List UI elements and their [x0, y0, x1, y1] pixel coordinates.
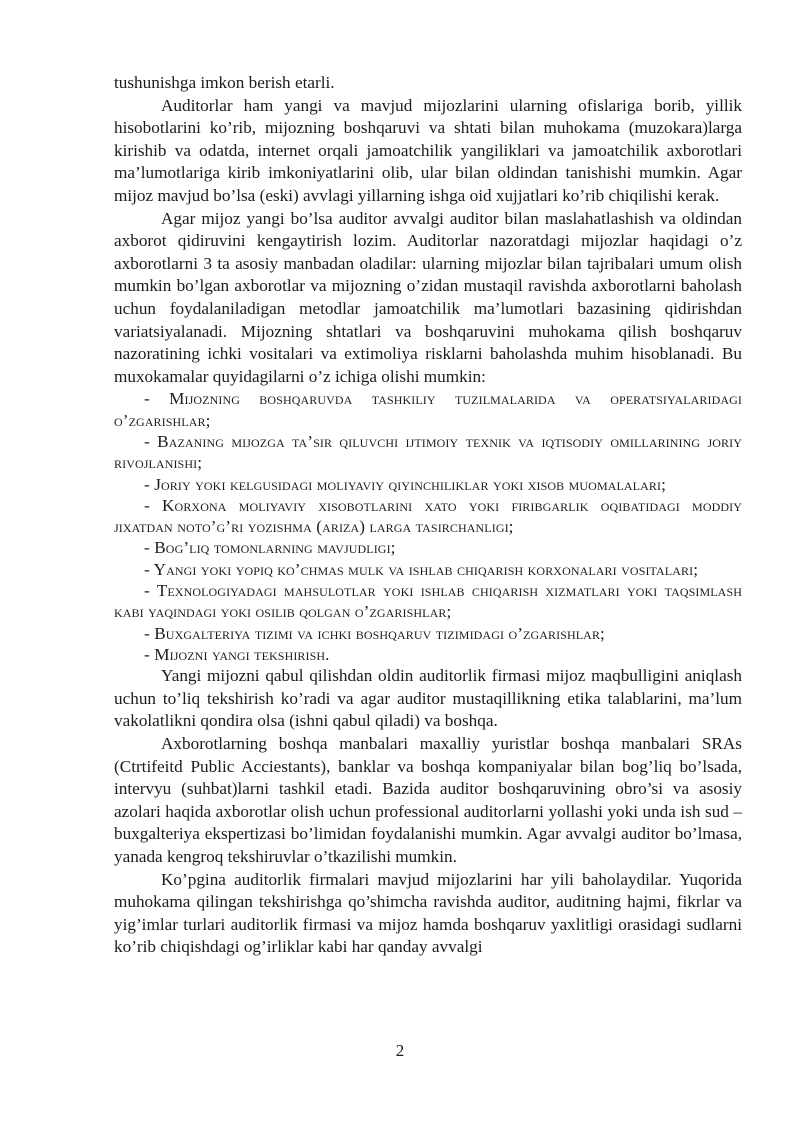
- bullet-list: [114, 388, 742, 665]
- paragraph: Agar mijoz yangi bo’lsa auditor avvalgi auditor bilan maslahatlashish va oldindan axborot qidiruvini kengaytirish lozim. Auditorlar nazoratdagi mijozlar haqidagi o’z axborotlarni 3 ta asosiy manbadan oladilar: ularning mijozlar bilan tajribalari umum olish mumkin bo’lgan axborotlar va mijozning o’zidan mustaqil ravishda axborotlarni baholash uchun foydalaniladigan metodlar jamoatchilik ma’lumotlari bazasining qidirishdan variatsiyalanadi. Mijozning shtatlari va boshqaruvini muhokama qilish boshqaruv nazoratining ichki vositalari va extimoliya risklarni baholashda muhim hisoblanadi. Bu muxokamalar quyidagilarni o’z ichiga olishi mumkin:: [114, 208, 742, 386]
- paragraph: Ko’pgina auditorlik firmalari mavjud mijozlarini har yili baholaydilar. Yuqorida muhokama qilingan tekshirishga qo’shimcha ravishda auditor, auditning hajmi, fikrlar va yig’imlar turlari auditorlik firmasi va mijoz hamda boshqaruv yaxlitligi orasidagi sudlarni ko’rib chiqishdagi og’irliklar kabi har qanday avvalgi: [114, 869, 742, 957]
- list-item: [114, 644, 742, 665]
- list-item-text: Mijozni yangi tekshirish.: [154, 644, 330, 664]
- dash-marker: -: [144, 559, 150, 579]
- list-item: [114, 623, 742, 644]
- list-item-text: Yangi yoki yopiq ko’chmas mulk va ishlab chiqarish korxonalari vositalari;: [153, 559, 699, 579]
- list-item-text: Korxona moliyaviy xisobotlarini xato yoki firibgarlik oqibatidagi moddiy jixatdan noto’g’ri yozishma (ariza) larga tasirchanligi;: [114, 495, 742, 537]
- paragraph: Axborotlarning boshqa manbalari maxalliy yuristlar boshqa manbalari SRAs (Ctrtifeitd Public Acciestants), banklar va boshqa kompaniyalar bilan bog’liq bo’lsada, intervyu (suhbat)larni tashkil etadi. Bazida auditor boshqaruvining obro’si va asosiy azolari haqida axborotlar olish uchun professional auditorlarni yollashi yoki unda ish sud – buxgalteriya ekspertizasi bo’limidan foydalanishi mumkin. Agar avvalgi auditor bo’lmasa, yanada kengroq tekshiruvlar o’tkazilishi mumkin.: [114, 733, 742, 866]
- page-number: 2: [395, 1041, 405, 1060]
- dash-marker: -: [144, 623, 150, 643]
- dash-marker: -: [144, 474, 150, 494]
- opening-line: tushunishga imkon berish etarli.: [114, 73, 335, 92]
- list-item: [114, 537, 742, 558]
- list-item: [114, 388, 742, 431]
- dash-marker: -: [144, 431, 150, 451]
- dash-marker: -: [144, 644, 150, 664]
- dash-marker: -: [144, 580, 150, 600]
- list-item-text: Texnologiyadagi mahsulotlar yoki ishlab chiqarish xizmatlari yoki taqsimlash kabi yaqindagi yoki osilib qolgan o’zgarishlar;: [114, 580, 742, 622]
- list-item: [114, 580, 742, 623]
- list-item: [114, 431, 742, 474]
- list-item-text: Bog’liq tomonlarning mavjudligi;: [154, 538, 396, 558]
- list-item-text: Buxgalteriya tizimi va ichki boshqaruv tizimidagi o’zgarishlar;: [154, 623, 605, 643]
- dash-marker: -: [144, 538, 150, 558]
- list-item: [114, 495, 742, 538]
- list-item: [114, 559, 742, 580]
- paragraph: Auditorlar ham yangi va mavjud mijozlarini ularning ofislariga borib, yillik hisobotlarini ko’rib, mijozning boshqaruvi va shtati bilan muhokama (muzokara)larga kirishib va odatda, internet orqali jamoatchilik yangiliklari va jamoatchilik axborotlari ma’lumotlariga kirib imkoniyatlarini olib, ular bilan oldindan tanishishi mumkin. Agar mijoz mavjud bo’lsa (eski) avvlagi yillarning ishga oid xujjatlari ko’rib chiqilishi kerak.: [114, 95, 742, 205]
- list-item: [114, 474, 742, 495]
- list-item-text: Bazaning mijozga ta’sir qiluvchi ijtimoiy texnik va iqtisodiy omillarining joriy rivojlanishi;: [114, 431, 742, 473]
- list-item-text: Joriy yoki kelgusidagi moliyaviy qiyinchiliklar yoki xisob muomalalari;: [154, 474, 666, 494]
- dash-marker: -: [144, 495, 150, 515]
- list-item-text: Mijozning boshqaruvda tashkiliy tuzilmalarida va operatsiyalaridagi o’zgarishlar;: [114, 389, 743, 430]
- dash-marker: -: [144, 389, 150, 409]
- paragraph: Yangi mijozni qabul qilishdan oldin auditorlik firmasi mijoz maqbulligini aniqlash uchun to’liq tekshirish ko’radi va agar auditor mustaqillikning etika talablarini, ma’lum vakolatlikni qondira olsa (ishni qabul qiladi) va boshqa.: [114, 666, 742, 731]
